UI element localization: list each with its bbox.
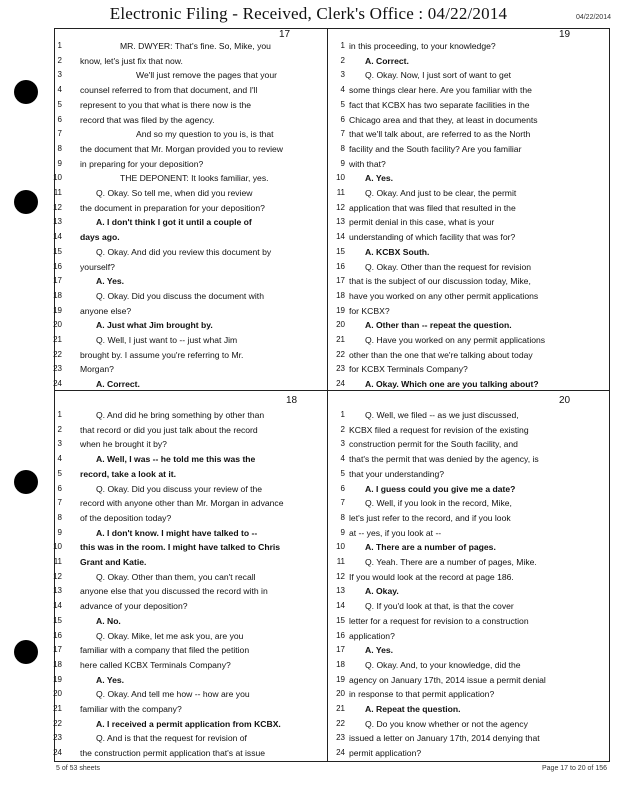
line-number: 14 xyxy=(336,232,345,242)
question-text: Q. Yeah. There are a number of pages, Mike. xyxy=(365,557,537,567)
question-text: know, let's just fix that now. xyxy=(80,55,183,66)
transcript-page-17 xyxy=(54,28,327,390)
line-number: 21 xyxy=(336,704,345,713)
line-number: 15 xyxy=(53,615,62,625)
question-text: understanding of which facility that was for? xyxy=(349,232,516,243)
answer-text: A. Yes. xyxy=(96,674,125,685)
transcript-page-20 xyxy=(327,391,610,762)
line-number: 20 xyxy=(53,320,62,330)
line-number: 18 xyxy=(53,290,62,300)
answer-text: record, take a look at it. xyxy=(80,468,176,479)
date-stamp: 04/22/2014 xyxy=(575,14,611,21)
filing-header: Electronic Filing - Received, Clerk's Office : 04/22/2014 xyxy=(109,4,508,23)
question-text: at -- yes, if you look at -- xyxy=(349,527,442,538)
question-text: that is the subject of our discussion today, Mike, xyxy=(349,276,531,287)
line-number: 18 xyxy=(53,659,62,669)
line-number: 24 xyxy=(53,748,62,758)
question-text: Q. Okay. And did you review this document by xyxy=(96,246,272,257)
line-number: 9 xyxy=(340,158,345,168)
question-text: Q. And is that the request for revision of xyxy=(96,733,247,744)
line-number: 11 xyxy=(336,557,345,566)
answer-text: A. Okay. Which one are you talking about? xyxy=(365,379,539,390)
line-number: 20 xyxy=(53,689,62,699)
line-number: 5 xyxy=(340,468,345,478)
line-number: 22 xyxy=(336,349,345,359)
line-number: 3 xyxy=(340,70,345,80)
line-number: 16 xyxy=(53,630,62,640)
question-text: some things clear here. Are you familiar with the xyxy=(349,85,532,96)
question-text: Chicago area and that they, at least in documents xyxy=(349,114,538,125)
line-number: 6 xyxy=(57,483,62,493)
line-number: 12 xyxy=(53,571,62,581)
question-text: in preparing for your deposition? xyxy=(80,158,204,169)
line-number: 2 xyxy=(57,424,62,434)
line-number: 3 xyxy=(57,439,62,449)
answer-text: A. There are a number of pages. xyxy=(365,542,496,553)
question-text: familiar with a company that filed the petition xyxy=(80,645,250,656)
question-text: fact that KCBX has two separate facilities in the xyxy=(349,99,530,110)
line-number: 23 xyxy=(53,364,62,374)
question-text: have you worked on any other permit applications xyxy=(349,290,539,301)
question-text: that your understanding? xyxy=(349,468,445,479)
page-number: 17 xyxy=(279,29,291,40)
answer-text: A. Well, I was -- he told me this was the xyxy=(96,454,256,465)
question-text: Morgan? xyxy=(80,364,114,375)
question-text: anyone else? xyxy=(80,305,132,316)
question-text: If you would look at the record at page 186. xyxy=(349,571,514,582)
question-text: the document in preparation for your deposition? xyxy=(80,202,265,213)
line-number: 10 xyxy=(336,173,345,183)
line-number: 7 xyxy=(340,129,345,139)
line-number: 11 xyxy=(53,188,62,197)
question-text: Q. Okay. Now, I just sort of want to get xyxy=(365,70,511,81)
line-number: 12 xyxy=(336,202,345,212)
question-text: letter for a request for revision to a construction xyxy=(349,615,529,626)
question-text: record that was filed by the agency. xyxy=(80,114,215,125)
question-text: permit application? xyxy=(349,748,422,759)
question-text: advance of your deposition? xyxy=(80,601,188,612)
line-number: 8 xyxy=(340,512,345,522)
question-text: Q. Okay. Did you discuss the document with xyxy=(96,290,264,301)
question-text: Q. Okay. So tell me, when did you review xyxy=(96,188,253,198)
answer-text: A. Correct. xyxy=(96,379,140,390)
line-number: 12 xyxy=(53,202,62,212)
question-text: yourself? xyxy=(80,261,115,272)
line-number: 24 xyxy=(53,379,62,389)
answer-text: A. I don't know. I might have talked to -- xyxy=(96,527,258,538)
question-text: that's the permit that was denied by the agency, is xyxy=(349,454,539,465)
line-number: 16 xyxy=(336,630,345,640)
question-text: here called KCBX Terminals Company? xyxy=(80,659,231,670)
question-text: familiar with the company? xyxy=(80,704,182,714)
answer-text: A. Correct. xyxy=(365,55,409,66)
question-text: permit denial in this case, what is your xyxy=(349,217,495,228)
line-number: 17 xyxy=(336,276,345,286)
line-number: 19 xyxy=(336,674,345,684)
question-text: Q. Okay. Other than the request for revision xyxy=(365,261,532,272)
question-text: for KCBX? xyxy=(349,305,390,316)
answer-text: A. Yes. xyxy=(365,173,394,184)
question-text: application? xyxy=(349,630,395,641)
question-text: Q. Well, I just want to -- just what Jim xyxy=(96,335,238,345)
question-text: that we'll talk about, are referred to as the North xyxy=(349,129,531,140)
line-number: 23 xyxy=(336,733,345,743)
line-number: 4 xyxy=(340,454,345,464)
line-number: 22 xyxy=(53,718,62,728)
line-number: 20 xyxy=(336,320,345,330)
punch-hole-3 xyxy=(14,470,38,494)
question-text: with that? xyxy=(349,158,386,169)
line-number: 3 xyxy=(340,439,345,449)
question-text: We'll just remove the pages that your xyxy=(136,70,277,81)
line-number: 15 xyxy=(336,246,345,256)
line-number: 8 xyxy=(57,143,62,153)
question-text: Q. Okay. Mike, let me ask you, are you xyxy=(96,630,244,641)
line-number: 7 xyxy=(57,498,62,508)
question-text: application that was filed that resulted in the xyxy=(349,202,516,213)
line-number: 22 xyxy=(53,349,62,359)
question-text: that record or did you just talk about the record xyxy=(80,424,258,435)
line-number: 24 xyxy=(336,748,345,758)
line-number: 18 xyxy=(336,659,345,669)
question-text: counsel referred to from that document, and I'll xyxy=(80,85,258,96)
question-text: facility and the South facility? Are you familiar xyxy=(349,143,522,154)
line-number: 19 xyxy=(53,305,62,315)
line-number: 1 xyxy=(57,41,62,50)
question-text: MR. DWYER: That's fine. So, Mike, you xyxy=(120,41,271,51)
line-number: 14 xyxy=(336,601,345,611)
line-number: 5 xyxy=(57,99,62,109)
answer-text: A. I guess could you give me a date? xyxy=(365,483,516,494)
line-number: 9 xyxy=(57,527,62,537)
line-number: 5 xyxy=(340,99,345,109)
line-number: 2 xyxy=(340,424,345,434)
answer-text: A. No. xyxy=(96,615,121,626)
line-number: 22 xyxy=(336,718,345,728)
punch-hole-2 xyxy=(14,190,38,214)
line-number: 10 xyxy=(53,542,62,552)
line-number: 8 xyxy=(57,512,62,522)
line-number: 21 xyxy=(53,335,62,344)
question-text: KCBX filed a request for revision of the existing xyxy=(349,424,529,435)
footer-sheets: 5 of 53 sheets xyxy=(56,765,100,772)
answer-text: Grant and Katie. xyxy=(80,557,147,567)
line-number: 2 xyxy=(57,55,62,65)
line-number: 13 xyxy=(53,586,62,596)
answer-text: A. Other than -- repeat the question. xyxy=(365,320,512,331)
question-text: when he brought it by? xyxy=(80,439,167,450)
line-number: 7 xyxy=(340,498,345,508)
answer-text: A. Yes. xyxy=(96,276,125,287)
line-number: 2 xyxy=(340,55,345,65)
page-number: 20 xyxy=(559,395,571,406)
footer-page-range: Page 17 to 20 of 156 xyxy=(542,765,607,772)
question-text: construction permit for the South facility, and xyxy=(349,439,518,450)
line-number: 6 xyxy=(57,114,62,124)
line-number: 15 xyxy=(336,615,345,625)
line-number: 15 xyxy=(53,246,62,256)
line-number: 13 xyxy=(336,217,345,227)
line-number: 13 xyxy=(336,586,345,596)
punch-hole-4 xyxy=(14,640,38,664)
question-text: anyone else that you discussed the record with in xyxy=(80,586,268,597)
question-text: other than the one that we're talking about today xyxy=(349,349,533,360)
transcript-page-19 xyxy=(327,28,610,390)
question-text: let's just refer to the record, and if you look xyxy=(349,512,511,523)
answer-text: this was in the room. I might have talked to Chris xyxy=(80,542,281,553)
page-number: 18 xyxy=(286,395,298,406)
question-text: THE DEPONENT: It looks familiar, yes. xyxy=(120,173,269,184)
line-number: 21 xyxy=(53,704,62,713)
question-text: issued a letter on January 17th, 2014 denying that xyxy=(349,733,540,744)
line-number: 10 xyxy=(53,173,62,183)
question-text: And so my question to you is, is that xyxy=(136,129,274,140)
question-text: Q. Okay. And just to be clear, the permit xyxy=(365,188,517,198)
line-number: 17 xyxy=(53,276,62,286)
line-number: 9 xyxy=(57,158,62,168)
line-number: 17 xyxy=(53,645,62,655)
question-text: Q. Have you worked on any permit applications xyxy=(365,335,546,345)
line-number: 6 xyxy=(340,483,345,493)
line-number: 20 xyxy=(336,689,345,699)
line-number: 13 xyxy=(53,217,62,227)
line-number: 23 xyxy=(53,733,62,743)
line-number: 11 xyxy=(53,557,62,566)
line-number: 7 xyxy=(57,129,62,139)
question-text: Q. Well, we filed -- as we just discussed, xyxy=(365,410,519,420)
line-number: 12 xyxy=(336,571,345,581)
line-number: 16 xyxy=(336,261,345,271)
line-number: 9 xyxy=(340,527,345,537)
question-text: Q. Okay. And, to your knowledge, did the xyxy=(365,659,521,670)
line-number: 18 xyxy=(336,290,345,300)
line-number: 16 xyxy=(53,261,62,271)
line-number: 5 xyxy=(57,468,62,478)
question-text: Q. Well, if you look in the record, Mike, xyxy=(365,498,512,509)
answer-text: A. I received a permit application from KCBX. xyxy=(96,718,281,729)
line-number: 1 xyxy=(57,410,62,419)
punch-hole-1 xyxy=(14,80,38,104)
page-number: 19 xyxy=(559,29,571,40)
answer-text: A. Okay. xyxy=(365,586,399,597)
line-number: 11 xyxy=(336,188,345,197)
answer-text: A. I don't think I got it until a couple of xyxy=(96,217,252,228)
line-number: 4 xyxy=(57,85,62,95)
line-number: 4 xyxy=(340,85,345,95)
question-text: Q. If you'd look at that, is that the cover xyxy=(365,601,514,612)
question-text: of the deposition today? xyxy=(80,512,172,523)
transcript-page-18 xyxy=(54,391,327,762)
answer-text: days ago. xyxy=(80,232,120,243)
line-number: 6 xyxy=(340,114,345,124)
question-text: agency on January 17th, 2014 issue a permit denial xyxy=(349,674,546,685)
question-text: Q. Okay. Did you discuss your review of the xyxy=(96,483,263,494)
line-number: 1 xyxy=(340,41,345,50)
line-number: 21 xyxy=(336,335,345,344)
question-text: brought by. I assume you're referring to Mr. xyxy=(80,349,244,360)
line-number: 19 xyxy=(336,305,345,315)
question-text: the document that Mr. Morgan provided you to review xyxy=(80,143,284,154)
line-number: 3 xyxy=(57,70,62,80)
question-text: for KCBX Terminals Company? xyxy=(349,364,468,375)
line-number: 24 xyxy=(336,379,345,389)
question-text: in response to that permit application? xyxy=(349,689,495,700)
line-number: 23 xyxy=(336,364,345,374)
answer-text: A. Yes. xyxy=(365,645,394,656)
line-number: 14 xyxy=(53,232,62,242)
line-number: 4 xyxy=(57,454,62,464)
line-number: 17 xyxy=(336,645,345,655)
answer-text: A. KCBX South. xyxy=(365,246,430,257)
question-text: Q. And did he bring something by other than xyxy=(96,410,265,420)
line-number: 19 xyxy=(53,674,62,684)
answer-text: A. Repeat the question. xyxy=(365,704,461,714)
question-text: record with anyone other than Mr. Morgan in advance xyxy=(80,498,284,509)
line-number: 8 xyxy=(340,143,345,153)
question-text: Q. Do you know whether or not the agency xyxy=(365,718,528,729)
line-number: 1 xyxy=(340,410,345,419)
answer-text: A. Just what Jim brought by. xyxy=(96,320,213,331)
question-text: the construction permit application that's at issue xyxy=(80,748,266,759)
question-text: in this proceeding, to your knowledge? xyxy=(349,41,496,51)
question-text: Q. Okay. Other than them, you can't recall xyxy=(96,571,256,582)
question-text: represent to you that what is there now is the xyxy=(80,99,252,110)
line-number: 14 xyxy=(53,601,62,611)
question-text: Q. Okay. And tell me how -- how are you xyxy=(96,689,250,700)
line-number: 10 xyxy=(336,542,345,552)
